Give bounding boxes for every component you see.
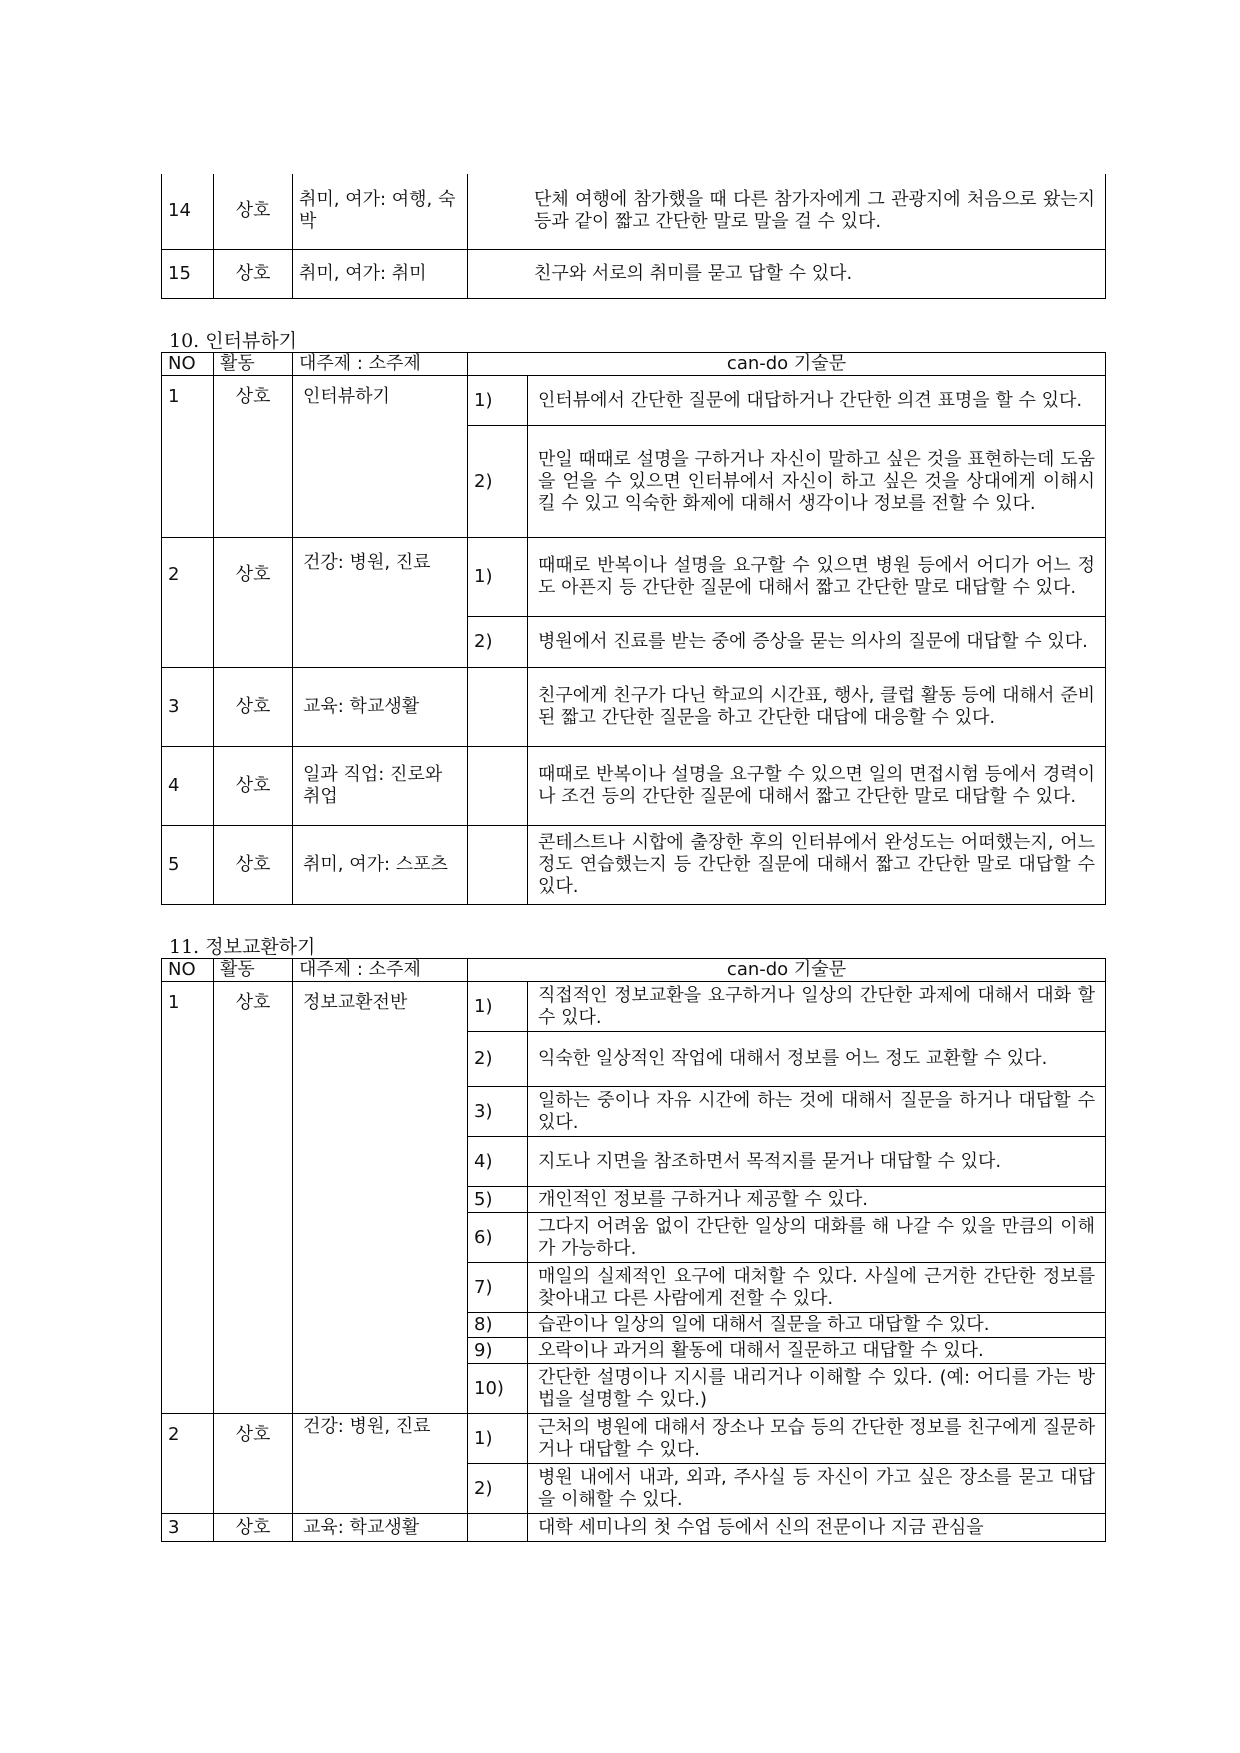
row-number: 5 — [162, 826, 214, 905]
row-number: 1 — [162, 982, 214, 1414]
row-number: 4 — [162, 747, 214, 826]
header-topic: 대주제 : 소주제 — [293, 353, 468, 376]
header-activity: 활동 — [214, 959, 293, 982]
header-no: NO — [162, 353, 214, 376]
row-topic: 교육: 학교생활 — [293, 1514, 468, 1542]
item-text: 개인적인 정보를 구하거나 제공할 수 있다. — [528, 1187, 1106, 1213]
item-number: 2) — [468, 1032, 528, 1087]
row-activity: 상호 — [214, 826, 293, 905]
item-number: 8) — [468, 1313, 528, 1338]
header-cando: can-do 기술문 — [468, 959, 1106, 982]
table-row — [162, 376, 1106, 426]
section-title: 11. 정보교환하기 — [169, 936, 316, 958]
row-topic: 건강: 병원, 진료 — [293, 1414, 468, 1514]
row-cando-text: 친구에게 친구가 다닌 학교의 시간표, 행사, 클럽 활동 등에 대해서 준비된 짧고 간단한 질문을 하고 간단한 대답에 대응할 수 있다. — [528, 668, 1106, 747]
header-cando: can-do 기술문 — [468, 353, 1106, 376]
header-activity: 활동 — [214, 353, 293, 376]
item-text: 근처의 병원에 대해서 장소나 모습 등의 간단한 정보를 친구에게 질문하거나 대답할 수 있다. — [528, 1414, 1106, 1464]
item-number: 9) — [468, 1338, 528, 1364]
item-number: 4) — [468, 1137, 528, 1187]
row-topic: 취미, 여가: 스포츠 — [293, 826, 468, 905]
item-number: 1) — [468, 982, 528, 1032]
row-activity: 상호 — [214, 538, 293, 668]
row-topic: 일과 직업: 진로와 취업 — [293, 747, 468, 826]
item-text: 간단한 설명이나 지시를 내리거나 이해할 수 있다. (예: 어디를 가는 방법을 설명할 수 있다.) — [528, 1364, 1106, 1414]
item-number: 6) — [468, 1213, 528, 1263]
empty-cell — [468, 826, 528, 905]
item-number: 2) — [468, 426, 528, 538]
continued-table — [161, 174, 1106, 299]
row-number: 1 — [162, 376, 214, 538]
row-cando-text: 단체 여행에 참가했을 때 다른 참가자에게 그 관광지에 처음으로 왔는지 등과 같이 짧고 간단한 말로 말을 걸 수 있다. — [468, 174, 1106, 249]
row-topic: 취미, 여가: 여행, 숙박 — [293, 174, 468, 249]
row-activity: 상호 — [214, 982, 293, 1414]
row-activity: 상호 — [214, 668, 293, 747]
table-row — [162, 174, 1106, 249]
table-row — [162, 538, 1106, 617]
row-cando-text: 콘테스트나 시합에 출장한 후의 인터뷰에서 완성도는 어떠했는지, 어느 정도 연습했는지 등 간단한 질문에 대해서 짧고 간단한 말로 대답할 수 있다. — [528, 826, 1106, 905]
row-number: 14 — [162, 174, 214, 249]
table-header — [162, 353, 1106, 376]
table-row — [162, 249, 1106, 298]
row-cando-text: 대학 세미나의 첫 수업 등에서 신의 전문이나 지금 관심을 — [528, 1514, 1106, 1542]
item-text: 일하는 중이나 자유 시간에 하는 것에 대해서 질문을 하거나 대답할 수 있다. — [528, 1087, 1106, 1137]
item-number: 3) — [468, 1087, 528, 1137]
item-number: 5) — [468, 1187, 528, 1213]
row-activity: 상호 — [214, 174, 293, 249]
item-text: 인터뷰에서 간단한 질문에 대답하거나 간단한 의견 표명을 할 수 있다. — [528, 376, 1106, 426]
table-row — [162, 982, 1106, 1032]
row-activity: 상호 — [214, 1514, 293, 1542]
section-title: 10. 인터뷰하기 — [169, 330, 298, 352]
row-number: 3 — [162, 1514, 214, 1542]
row-number: 3 — [162, 668, 214, 747]
row-cando-text: 때때로 반복이나 설명을 요구할 수 있으면 일의 면접시험 등에서 경력이나 조건 등의 간단한 질문에 대해서 짧고 간단한 말로 대답할 수 있다. — [528, 747, 1106, 826]
row-number: 2 — [162, 538, 214, 668]
row-topic: 교육: 학교생활 — [293, 668, 468, 747]
item-number: 2) — [468, 1464, 528, 1514]
row-cando-text: 친구와 서로의 취미를 묻고 답할 수 있다. — [468, 249, 1106, 298]
item-text: 병원 내에서 내과, 외과, 주사실 등 자신이 가고 싶은 장소를 묻고 대답을 이해할 수 있다. — [528, 1464, 1106, 1514]
interview-table — [161, 352, 1106, 905]
table-header — [162, 959, 1106, 982]
row-topic: 취미, 여가: 취미 — [293, 249, 468, 298]
item-text: 직접적인 정보교환을 요구하거나 일상의 간단한 과제에 대해서 대화 할 수 있다. — [528, 982, 1106, 1032]
item-number: 1) — [468, 538, 528, 617]
row-topic: 정보교환전반 — [293, 982, 468, 1414]
table-row — [162, 668, 1106, 747]
item-number: 10) — [468, 1364, 528, 1414]
table-row — [162, 747, 1106, 826]
row-number: 15 — [162, 249, 214, 298]
item-text: 만일 때때로 설명을 구하거나 자신이 말하고 싶은 것을 표현하는데 도움을 얻을 수 있으면 인터뷰에서 자신이 하고 싶은 것을 상대에게 이해시킬 수 있고 익숙한 화제에 대해서 생각이나 정보를 전할 수 있다. — [528, 426, 1106, 538]
item-text: 병원에서 진료를 받는 중에 증상을 묻는 의사의 질문에 대답할 수 있다. — [528, 617, 1106, 668]
item-number: 1) — [468, 1414, 528, 1464]
item-text: 때때로 반복이나 설명을 요구할 수 있으면 병원 등에서 어디가 어느 정도 아픈지 등 간단한 질문에 대해서 짧고 간단한 말로 대답할 수 있다. — [528, 538, 1106, 617]
row-number: 2 — [162, 1414, 214, 1514]
item-text: 오락이나 과거의 활동에 대해서 질문하고 대답할 수 있다. — [528, 1338, 1106, 1364]
item-text: 습관이나 일상의 일에 대해서 질문을 하고 대답할 수 있다. — [528, 1313, 1106, 1338]
empty-cell — [468, 668, 528, 747]
table-row — [162, 1514, 1106, 1542]
empty-cell — [468, 747, 528, 826]
header-topic: 대주제 : 소주제 — [293, 959, 468, 982]
row-topic: 건강: 병원, 진료 — [293, 538, 468, 668]
item-number: 2) — [468, 617, 528, 668]
item-text: 그다지 어려움 없이 간단한 일상의 대화를 해 나갈 수 있을 만큼의 이해가 가능하다. — [528, 1213, 1106, 1263]
item-text: 매일의 실제적인 요구에 대처할 수 있다. 사실에 근거한 간단한 정보를 찾아내고 다른 사람에게 전할 수 있다. — [528, 1263, 1106, 1313]
item-text: 지도나 지면을 참조하면서 목적지를 묻거나 대답할 수 있다. — [528, 1137, 1106, 1187]
row-activity: 상호 — [214, 249, 293, 298]
item-number: 1) — [468, 376, 528, 426]
table-row — [162, 1414, 1106, 1464]
row-topic: 인터뷰하기 — [293, 376, 468, 538]
empty-cell — [468, 1514, 528, 1542]
item-number: 7) — [468, 1263, 528, 1313]
table-row — [162, 826, 1106, 905]
info-exchange-table — [161, 958, 1106, 1542]
row-activity: 상호 — [214, 747, 293, 826]
row-activity: 상호 — [214, 376, 293, 538]
header-no: NO — [162, 959, 214, 982]
item-text: 익숙한 일상적인 작업에 대해서 정보를 어느 정도 교환할 수 있다. — [528, 1032, 1106, 1087]
row-activity: 상호 — [214, 1414, 293, 1514]
